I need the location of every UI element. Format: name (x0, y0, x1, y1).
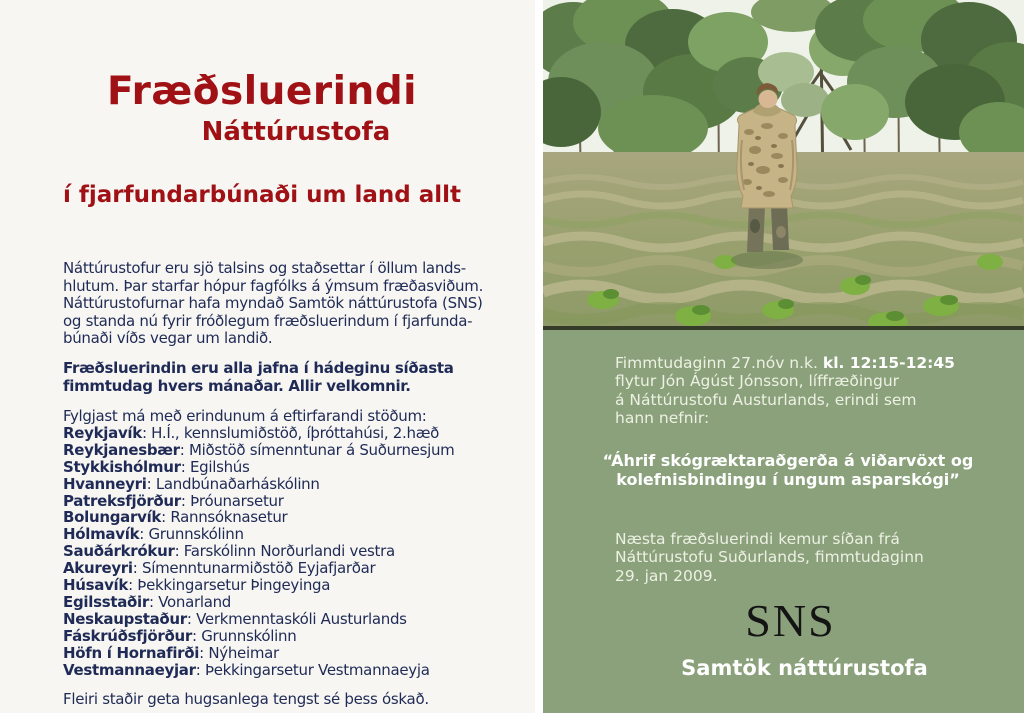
intro-line: Náttúrustofurnar hafa myndað Samtök náttúrustofa (SNS) (63, 294, 483, 312)
schedule-note-line: Fræðsluerindin eru alla jafna í hádeginu síðasta (63, 359, 454, 377)
location-row (63, 459, 454, 476)
location-name: Höfn í Hornafirði (63, 643, 200, 662)
next-lecture-line: 29. jan 2009. (615, 566, 718, 585)
location-row (63, 526, 454, 543)
locations-list-intro: Fylgjast má með erindunum á eftirfarandi stöðum: (63, 407, 427, 425)
location-row (63, 425, 454, 442)
location-name: Akureyri (63, 559, 133, 578)
location-name: Hvanneyri (63, 474, 147, 493)
location-venue: : Þekkingarsetur Þingeyinga (128, 576, 331, 595)
flyer-right-column (543, 0, 1024, 713)
page-title: Fræðsluerindi (107, 69, 417, 114)
location-row (63, 509, 454, 526)
next-lecture-note (615, 530, 924, 585)
intro-line: og standa nú fyrir fróðlegum fræðsluerindum í fjarfunda- (63, 311, 473, 330)
location-row (63, 493, 454, 510)
person-face (759, 90, 778, 108)
lecture-title-quote (573, 452, 1003, 489)
next-lecture-line: Næsta fræðsluerindi kemur síðan frá (615, 530, 900, 548)
location-name: Bolungarvík (63, 508, 162, 527)
location-name: Reykjanesbær (63, 440, 180, 459)
location-row (63, 662, 454, 679)
location-venue: : Símenntunarmiðstöð Eyjafjarðar (132, 559, 376, 578)
intro-paragraph (63, 260, 483, 348)
location-venue: : Nýheimar (199, 643, 279, 662)
announcement-line: flytur Jón Ágúst Jónsson, líffræðingur (615, 372, 900, 391)
location-venue: : Rannsóknasetur (161, 508, 288, 527)
location-name: Fáskrúðsfjörður (63, 626, 192, 645)
location-venue: : Egilshús (180, 457, 250, 476)
sns-logo: SNS (745, 595, 836, 646)
announcement-speaker-lines (615, 372, 1014, 427)
lecture-title-line2: kolefnisbindingu í ungum asparskógi” (616, 469, 960, 489)
location-row (63, 476, 454, 493)
location-name: Hólmavík (63, 525, 140, 544)
announcement-panel (543, 330, 1024, 713)
location-name: Egilsstaðir (63, 592, 149, 611)
footer-note: Fleiri staðir geta hugsanlega tengst sé þess óskað. (63, 690, 429, 708)
location-row (63, 611, 454, 628)
location-row (63, 594, 454, 611)
org-name: Samtök náttúrustofa (681, 656, 928, 680)
locations-rows (63, 425, 454, 679)
announcement-line: á Náttúrustofu Austurlands, erindi sem (615, 390, 917, 409)
location-venue: : Vonarland (148, 592, 232, 611)
person-shadow (731, 251, 803, 269)
location-venue: : Grunnskólinn (191, 626, 297, 645)
schedule-note (63, 360, 454, 395)
location-venue: : Þróunarsetur (180, 491, 284, 510)
location-name: Reykjavík (63, 423, 142, 442)
location-venue: : H.Í., kennslumiðstöð, íþróttahúsi, 2.hæð (141, 423, 440, 442)
intro-line: búnaði víðs vegar um landið. (63, 329, 273, 347)
title-block (0, 70, 524, 147)
location-name: Stykkishólmur (63, 457, 181, 476)
location-name: Vestmannaeyjar (63, 660, 196, 679)
location-venue: : Miðstöð símenntunar á Suðurnesjum (179, 440, 455, 459)
location-name: Neskaupstaður (63, 609, 187, 628)
tagline: í fjarfundarbúnaði um land allt (63, 182, 462, 208)
location-row (63, 442, 454, 459)
location-row (63, 628, 454, 645)
location-name: Sauðárkrókur (63, 542, 175, 561)
intro-line: hlutum. Þar starfar hópur fagfólks á ýmsum fræðasviðum. (63, 276, 484, 295)
announcement-date-line (615, 354, 1014, 372)
location-name: Húsavík (63, 576, 129, 595)
location-row (63, 543, 454, 560)
forest-photo (543, 0, 1024, 330)
announcement-time: kl. 12:15-12:45 (822, 354, 955, 372)
announcement-date: Fimmtudaginn 27.nóv n.k. (615, 354, 823, 372)
column-divider (535, 0, 543, 713)
location-row (63, 560, 454, 577)
locations-list (63, 408, 454, 679)
location-name: Patreksfjörður (63, 491, 181, 510)
lecture-title-line1: “Áhrif skógræktaraðgerða á viðarvöxt og (602, 451, 974, 470)
location-venue: : Grunnskólinn (139, 525, 244, 544)
intro-line: Náttúrustofur eru sjö talsins og staðsettar í öllum lands- (63, 259, 466, 277)
location-row (63, 645, 454, 662)
schedule-note-line: fimmtudag hvers mánaðar. Allir velkomnir. (63, 376, 411, 395)
location-row (63, 577, 454, 594)
announcement-text (615, 354, 1014, 428)
location-venue: : Farskólinn Norðurlandi vestra (174, 542, 395, 561)
location-venue: : Landbúnaðarháskólinn (146, 474, 320, 493)
announcement-line: hann nefnir: (615, 409, 710, 428)
page-subtitle-org: Náttúrustofa (201, 116, 391, 147)
next-lecture-line: Náttúrustofu Suðurlands, fimmtudaginn (615, 548, 924, 567)
location-venue: : Þekkingarsetur Vestmannaeyja (195, 660, 430, 679)
location-venue: : Verkmenntaskóli Austurlands (186, 609, 407, 628)
